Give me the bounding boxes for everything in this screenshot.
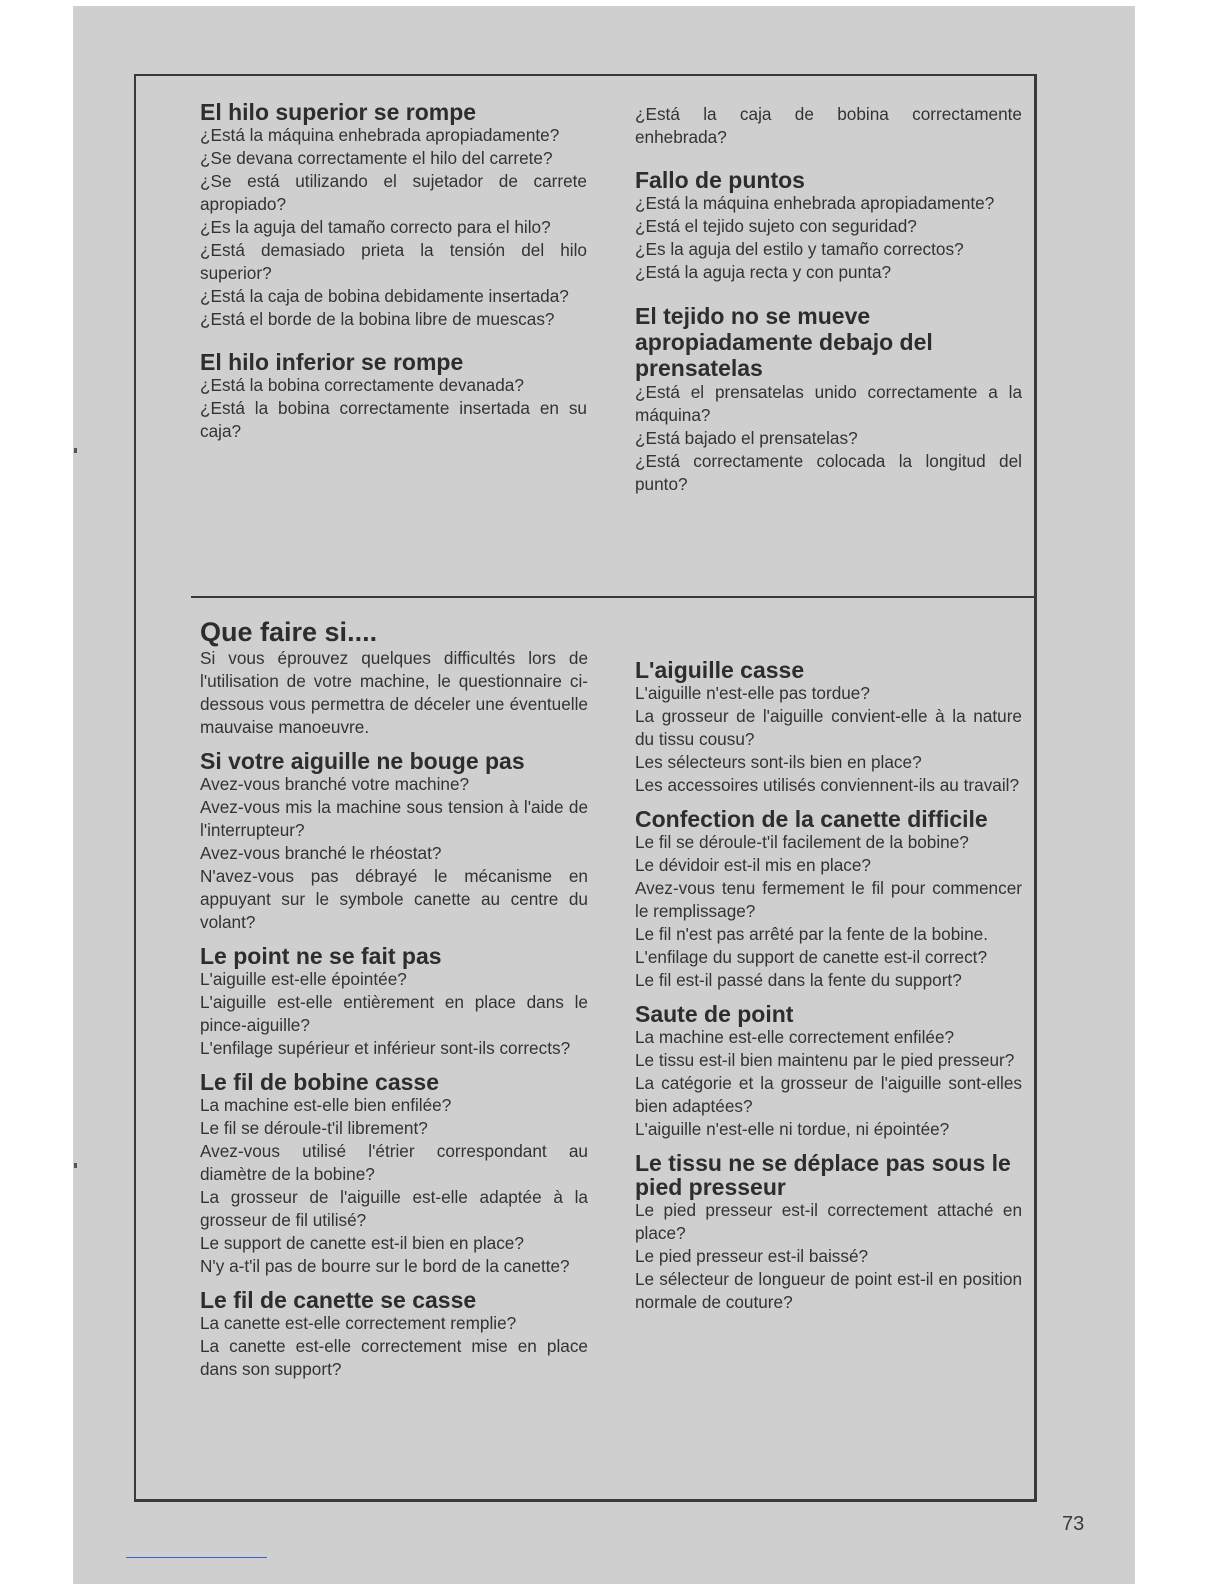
question-item: ¿Está el borde de la bobina libre de muescas? (200, 309, 555, 329)
section-heading: Le fil de canette se casse (200, 1287, 477, 1313)
question-item: ¿Está correctamente colocada la longitud del punto? (635, 451, 1022, 494)
question-item: Le pied presseur est-il baissé? (635, 1246, 869, 1266)
section-divider (191, 596, 1036, 598)
question-item: ¿Está la caja de bobina correctamente enhebrada? (635, 104, 1022, 147)
question-item: ¿Está la bobina correctamente insertada en su caja? (200, 398, 587, 441)
question-item: Le fil n'est pas arrêté par la fente de la bobine. (635, 924, 988, 944)
spacer (635, 149, 1022, 168)
question-item: L'aiguille n'est-elle ni tordue, ni épointée? (635, 1119, 950, 1139)
question-list (200, 124, 587, 331)
question-item: N'avez-vous pas débrayé le mécanisme en appuyant sur le symbole canette au centre du volant? (200, 866, 588, 932)
question-item: ¿Es la aguja del tamaño correcto para el hilo? (200, 217, 551, 237)
scan-speck (74, 448, 77, 453)
question-item: L'aiguille n'est-elle pas tordue? (635, 683, 870, 703)
section-heading: Saute de point (635, 1001, 794, 1027)
question-item: L'aiguille est-elle épointée? (200, 969, 407, 989)
question-item: Le support de canette est-il bien en place? (200, 1233, 524, 1253)
section-heading: El hilo inferior se rompe (200, 349, 464, 375)
question-item: ¿Está la bobina correctamente devanada? (200, 375, 524, 395)
question-list (635, 192, 1022, 284)
spanish-right-column (635, 103, 1022, 496)
spanish-left-column (200, 100, 587, 443)
question-item: L'enfilage supérieur et inférieur sont-ils corrects? (200, 1038, 571, 1058)
question-item: ¿Está la caja de bobina debidamente insertada? (200, 286, 569, 306)
question-item: ¿Está bajado el prensatelas? (635, 428, 858, 448)
question-item: ¿Está demasiado prieta la tensión del hilo superior? (200, 240, 587, 283)
question-list (200, 374, 587, 443)
question-item: ¿Está la máquina enhebrada apropiadamente? (635, 193, 995, 213)
question-item: Avez-vous branché le rhéostat? (200, 843, 442, 863)
section-heading: Confection de la canette difficile (635, 806, 988, 832)
question-list (635, 831, 1022, 992)
scan-speck (74, 1163, 77, 1168)
question-item: Le fil se déroule-t'il facilement de la bobine? (635, 832, 969, 852)
question-list (200, 1094, 588, 1278)
section-heading: El hilo superior se rompe (200, 99, 477, 125)
french-left-column (200, 617, 588, 1381)
question-item: Le sélecteur de longueur de point est-il en position normale de couture? (635, 1269, 1022, 1312)
section-heading: Le tissu ne se déplace pas sous le pied presseur (635, 1150, 1011, 1200)
question-item: ¿Se está utilizando el sujetador de carrete apropiado? (200, 171, 587, 214)
question-list (635, 1026, 1022, 1141)
section-heading: Si votre aiguille ne bouge pas (200, 748, 525, 774)
section-heading: Le fil de bobine casse (200, 1069, 440, 1095)
question-item: La machine est-elle bien enfilée? (200, 1095, 452, 1115)
question-item: L'enfilage du support de canette est-il correct? (635, 947, 988, 967)
question-list (635, 381, 1022, 496)
question-item: Le dévidoir est-il mis en place? (635, 855, 871, 875)
question-item: Le pied presseur est-il correctement attaché en place? (635, 1200, 1022, 1243)
question-item: La canette est-elle correctement mise en place dans son support? (200, 1336, 588, 1379)
page-title: Que faire si.... (200, 617, 378, 647)
spacer (635, 284, 1022, 303)
question-list (200, 968, 588, 1060)
footer-rule (126, 1557, 267, 1558)
question-list (200, 1312, 588, 1381)
question-item: L'aiguille est-elle entièrement en place dans le pince-aiguille? (200, 992, 588, 1035)
question-item: Le fil est-il passé dans la fente du support? (635, 970, 962, 990)
question-item: N'y a-t'il pas de bourre sur le bord de la canette? (200, 1256, 570, 1276)
page-number: 73 (1062, 1513, 1085, 1535)
question-item: Les sélecteurs sont-ils bien en place? (635, 752, 922, 772)
section-heading: Le point ne se fait pas (200, 943, 442, 969)
question-list (635, 1199, 1022, 1314)
question-item: La machine est-elle correctement enfilée? (635, 1027, 955, 1047)
question-item: Avez-vous branché votre machine? (200, 774, 470, 794)
question-item: ¿Es la aguja del estilo y tamaño correctos? (635, 239, 964, 259)
spacer (200, 331, 587, 350)
question-item: La catégorie et la grosseur de l'aiguille sont-elles bien adaptées? (635, 1073, 1022, 1116)
section-heading: L'aiguille casse (635, 657, 805, 683)
question-item: ¿Se devana correctamente el hilo del carrete? (200, 148, 553, 168)
question-item: ¿Está la aguja recta y con punta? (635, 262, 892, 282)
question-item: La canette est-elle correctement remplie? (200, 1313, 517, 1333)
question-item: Les accessoires utilisés conviennent-ils au travail? (635, 775, 1020, 795)
question-list (635, 682, 1022, 797)
question-item: ¿Está el prensatelas unido correctamente a la máquina? (635, 382, 1022, 425)
section-heading: Fallo de puntos (635, 167, 805, 193)
intro-paragraph: Si vous éprouvez quelques difficultés lors de l'utilisation de votre machine, le questionnaire ci-dessous vous permettra de déceler une éventuelle mauvaise manoeuvre. (200, 648, 588, 737)
section-heading: El tejido no se mueve apropiadamente debajo del prensatelas (635, 303, 933, 381)
question-item: La grosseur de l'aiguille est-elle adaptée à la grosseur de fil utilisé? (200, 1187, 588, 1230)
question-item: La grosseur de l'aiguille convient-elle à la nature du tissu cousu? (635, 706, 1022, 749)
french-right-column (635, 658, 1022, 1314)
question-item: Avez-vous mis la machine sous tension à l'aide de l'interrupteur? (200, 797, 588, 840)
question-item: Le tissu est-il bien maintenu par le pied presseur? (635, 1050, 1015, 1070)
question-item: Avez-vous tenu fermement le fil pour commencer le remplissage? (635, 878, 1022, 921)
question-item: Avez-vous utilisé l'étrier correspondant au diamètre de la bobine? (200, 1141, 588, 1184)
question-item: ¿Está el tejido sujeto con seguridad? (635, 216, 917, 236)
question-item: ¿Está la máquina enhebrada apropiadamente? (200, 125, 560, 145)
question-list (200, 773, 588, 934)
question-item: Le fil se déroule-t'il librement? (200, 1118, 428, 1138)
